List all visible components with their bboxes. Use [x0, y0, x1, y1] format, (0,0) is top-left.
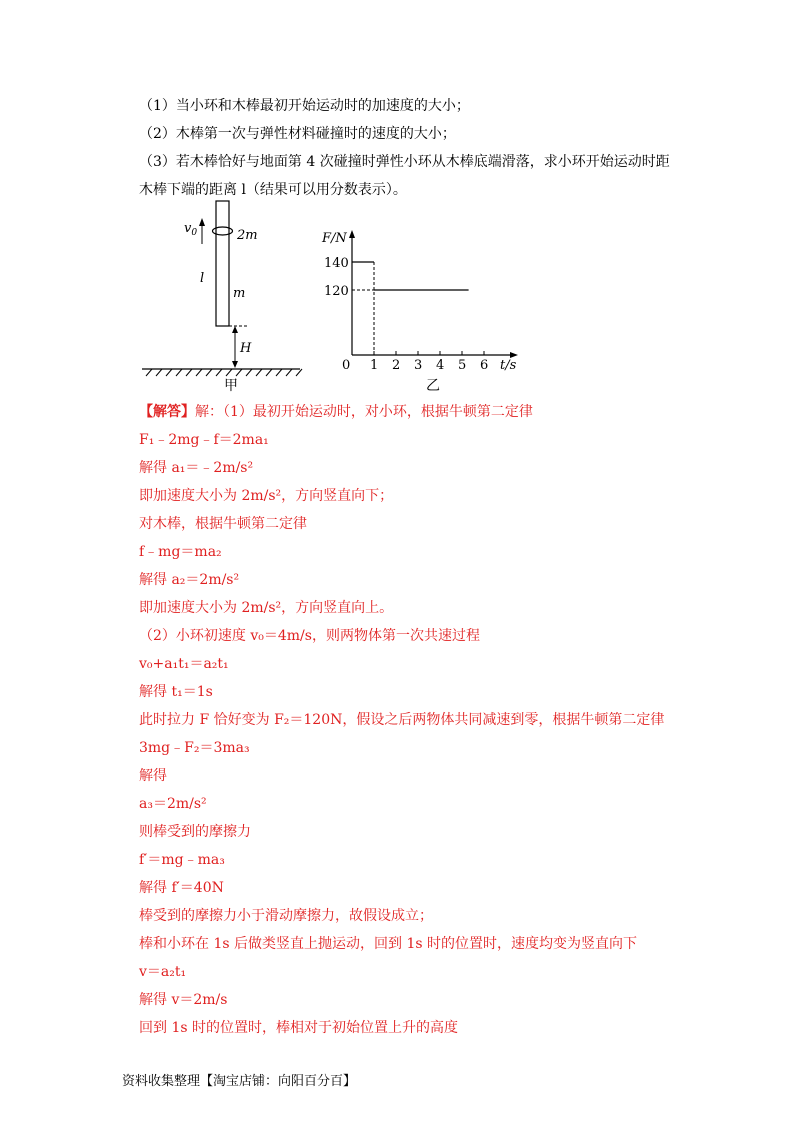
x-tick-label-2: 2: [392, 358, 401, 373]
x-axis-label: t/s: [500, 358, 517, 373]
answer-tag: 【解答】: [139, 404, 195, 420]
answer-solve: 解得: [139, 768, 167, 784]
x-tick-label-4: 4: [436, 358, 445, 373]
figure-left: [142, 201, 302, 394]
answer-rod: 对木棒，根据牛顿第二定律: [139, 516, 307, 532]
answer-res5: 解得 f′＝40N: [139, 880, 224, 896]
wooden-rod: [216, 201, 229, 326]
velocity-arrowhead: [199, 218, 205, 226]
answer-intro: 解：（1）最初开始运动时，对小环，根据牛顿第二定律: [195, 404, 533, 420]
length-label: l: [200, 271, 205, 286]
answer-res6: 解得 v＝2m/s: [139, 992, 228, 1008]
page-footer: 资料收集整理【淘宝店铺：向阳百分百】: [122, 1074, 357, 1089]
rod-mass-label: m: [233, 286, 246, 301]
x-tick-label-1: 1: [370, 358, 379, 373]
x-tick-label-3: 3: [414, 358, 423, 373]
x-tick-label-0: 0: [342, 358, 351, 373]
question-3-line-1: （3）若木棒恰好与地面第 4 次碰撞时弹性小环从木棒底端滑落，求小环开始运动时距: [139, 154, 670, 170]
question-2: （2）木棒第一次与弹性材料碰撞时的速度的大小；: [139, 126, 456, 142]
answer-res4: a₃＝2m/s²: [139, 796, 207, 812]
answer-fric: 则棒受到的摩擦力: [139, 824, 251, 840]
figure-left-caption: 甲: [224, 378, 238, 394]
answer-part2: （2）小环初速度 v₀＝4m/s，则两物体第一次共速过程: [139, 628, 480, 644]
question-1: （1）当小环和木棒最初开始运动时的加速度的大小；: [139, 98, 470, 114]
answer-eq3: v₀+a₁t₁＝a₂t₁: [139, 656, 229, 672]
answer-back: 回到 1s 时的位置时，棒相对于初始位置上升的高度: [139, 1020, 458, 1036]
height-arrowhead-top: [232, 326, 238, 333]
answer-after: 棒和小环在 1s 后做类竖直上抛运动，回到 1s 时的位置时，速度均变为竖直向下: [139, 936, 637, 952]
answer-res2: 解得 a₂＝2m/s²: [139, 572, 240, 588]
answer-eq5: f′＝mg﹣ma₃: [139, 852, 225, 868]
x-tick-label-6: 6: [480, 358, 489, 373]
answer-eq2: f﹣mg＝ma₂: [139, 544, 222, 560]
answer-assume: 此时拉力 F 恰好变为 F₂＝120N，假设之后两物体共同减速到零，根据牛顿第二定律: [139, 712, 665, 728]
v0-label: $v_0$: [184, 221, 198, 238]
answer-eq1: F₁﹣2mg﹣f＝2ma₁: [139, 432, 269, 448]
y-axis-arrow: [349, 230, 355, 238]
question-3-line-2: 木棒下端的距离 l（结果可以用分数表示）。: [139, 182, 407, 198]
answer-con2: 即加速度大小为 2m/s²，方向竖直向上。: [139, 600, 394, 616]
height-arrowhead-bottom: [232, 361, 238, 368]
y-tick-label-120: 120: [324, 284, 349, 299]
answer-res3: 解得 t₁＝1s: [139, 684, 213, 700]
ring-mass-label: 2m: [237, 228, 258, 243]
height-label: H: [240, 341, 252, 356]
answer-res1: 解得 a₁＝﹣2m/s²: [139, 460, 254, 476]
answer-check: 棒受到的摩擦力小于滑动摩擦力，故假设成立；: [139, 908, 433, 924]
answer-eq6: v＝a₂t₁: [139, 964, 187, 980]
answer-con1: 即加速度大小为 2m/s²，方向竖直向下；: [139, 488, 394, 504]
y-axis-label: F/N: [322, 231, 347, 246]
force-time-chart: [321, 230, 518, 394]
ground-hatch: [146, 369, 302, 376]
x-tick-label-5: 5: [458, 358, 467, 373]
y-tick-label-140: 140: [324, 256, 349, 271]
figure-right-caption: 乙: [426, 378, 440, 394]
answer-eq4: 3mg﹣F₂＝3ma₃: [139, 740, 250, 756]
physics-figure: [140, 196, 520, 396]
answer-intro-line: [139, 402, 533, 422]
